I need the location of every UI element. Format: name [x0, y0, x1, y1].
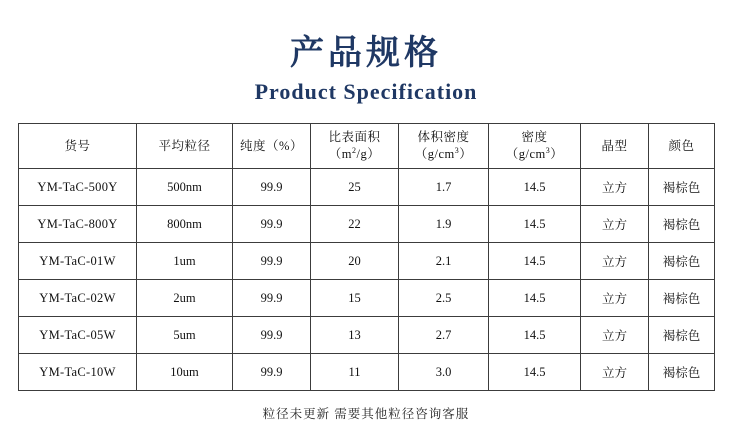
cell-purity: 99.9	[233, 243, 311, 280]
cell-bulk-density: 2.7	[399, 317, 489, 354]
cell-particle-size: 5um	[137, 317, 233, 354]
cell-code: YM-TaC-01W	[19, 243, 137, 280]
cell-crystal-form: 立方	[581, 354, 649, 391]
table-header-row	[19, 124, 715, 169]
table-row	[19, 280, 715, 317]
cell-ssa: 22	[311, 206, 399, 243]
column-header-bulk-density-line1: 体积密度	[417, 130, 470, 145]
cell-color: 褐棕色	[649, 169, 715, 206]
cell-purity: 99.9	[233, 317, 311, 354]
column-header-crystal-form-line1: 晶型	[601, 138, 628, 153]
table-row	[19, 169, 715, 206]
spec-table-wrapper	[18, 123, 714, 391]
cell-code: YM-TaC-05W	[19, 317, 137, 354]
column-header-ssa-unit: $(m^2/g)$	[328, 145, 381, 162]
column-header-particle-size-line1: 平均粒径	[158, 138, 211, 153]
cell-particle-size: 1um	[137, 243, 233, 280]
column-header-code	[19, 124, 137, 169]
cell-code: YM-TaC-02W	[19, 280, 137, 317]
cell-bulk-density: 2.1	[399, 243, 489, 280]
column-header-bulk-density-unit: $(g/cm^3)$	[414, 145, 473, 162]
table-row	[19, 243, 715, 280]
column-header-color	[649, 124, 715, 169]
cell-code: YM-TaC-10W	[19, 354, 137, 391]
cell-ssa: 25	[311, 169, 399, 206]
cell-purity: 99.9	[233, 280, 311, 317]
cell-density: 14.5	[489, 243, 581, 280]
column-header-color-line1: 颜色	[668, 138, 695, 153]
specification-table	[18, 123, 715, 391]
cell-crystal-form: 立方	[581, 280, 649, 317]
table-row	[19, 206, 715, 243]
column-header-density	[489, 124, 581, 169]
cell-density: 14.5	[489, 206, 581, 243]
column-header-density-line1: 密度	[521, 130, 548, 145]
column-header-specific-surface-area	[311, 124, 399, 169]
cell-code: YM-TaC-800Y	[19, 206, 137, 243]
cell-color: 褐棕色	[649, 206, 715, 243]
cell-crystal-form: 立方	[581, 243, 649, 280]
table-row	[19, 317, 715, 354]
cell-color: 褐棕色	[649, 243, 715, 280]
cell-density: 14.5	[489, 169, 581, 206]
table-footnote: 粒径未更新 需要其他粒径咨询客服	[262, 407, 470, 422]
cell-bulk-density: 2.5	[399, 280, 489, 317]
cell-color: 褐棕色	[649, 280, 715, 317]
cell-particle-size: 500nm	[137, 169, 233, 206]
cell-ssa: 20	[311, 243, 399, 280]
cell-density: 14.5	[489, 354, 581, 391]
cell-purity: 99.9	[233, 169, 311, 206]
column-header-density-unit: $(g/cm^3)$	[505, 145, 564, 162]
cell-color: 褐棕色	[649, 354, 715, 391]
column-header-code-line1: 货号	[64, 138, 91, 153]
cell-crystal-form: 立方	[581, 206, 649, 243]
cell-density: 14.5	[489, 317, 581, 354]
column-header-purity-line1: 纯度（%）	[240, 138, 303, 153]
cell-ssa: 11	[311, 354, 399, 391]
cell-crystal-form: 立方	[581, 169, 649, 206]
column-header-purity	[233, 124, 311, 169]
cell-particle-size: 800nm	[137, 206, 233, 243]
cell-color: 褐棕色	[649, 317, 715, 354]
table-body	[19, 169, 715, 391]
page-title-en: Product Specification	[254, 79, 478, 105]
cell-bulk-density: 3.0	[399, 354, 489, 391]
column-header-bulk-density	[399, 124, 489, 169]
cell-ssa: 15	[311, 280, 399, 317]
column-header-ssa-line1: 比表面积	[328, 130, 381, 145]
cell-particle-size: 2um	[137, 280, 233, 317]
cell-purity: 99.9	[233, 206, 311, 243]
cell-bulk-density: 1.9	[399, 206, 489, 243]
cell-ssa: 13	[311, 317, 399, 354]
column-header-particle-size	[137, 124, 233, 169]
column-header-crystal-form	[581, 124, 649, 169]
cell-crystal-form: 立方	[581, 317, 649, 354]
cell-code: YM-TaC-500Y	[19, 169, 137, 206]
cell-density: 14.5	[489, 280, 581, 317]
cell-bulk-density: 1.7	[399, 169, 489, 206]
cell-particle-size: 10um	[137, 354, 233, 391]
page-title-cn: 产品规格	[290, 35, 442, 72]
cell-purity: 99.9	[233, 354, 311, 391]
page-header	[0, 0, 732, 105]
table-row	[19, 354, 715, 391]
